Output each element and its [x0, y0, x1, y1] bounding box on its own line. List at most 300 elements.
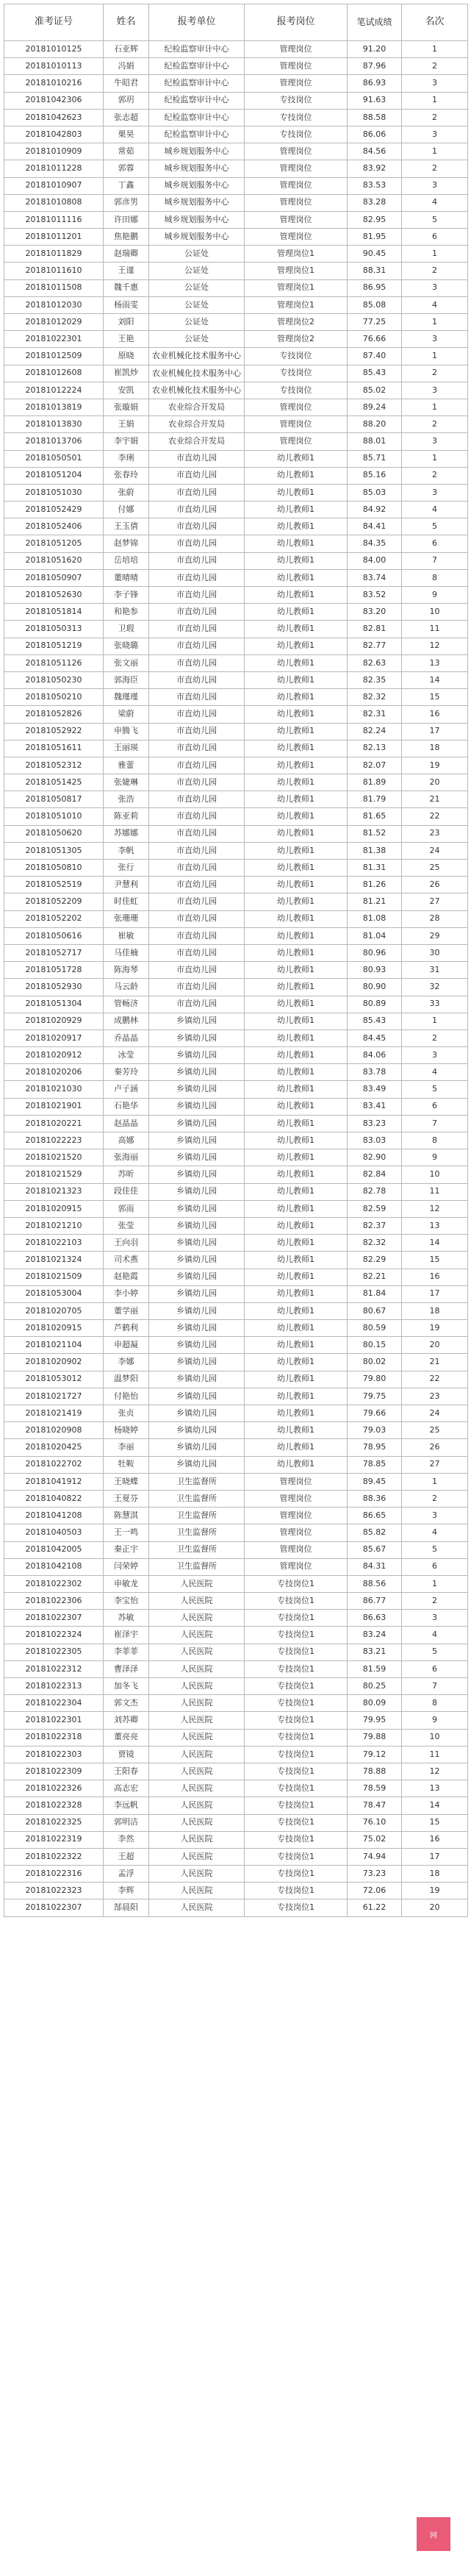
cell-rank: 8	[402, 1132, 468, 1149]
cell-score: 85.43	[348, 365, 402, 382]
cell-name: 王阳春	[104, 1763, 149, 1780]
cell-unit: 人民医院	[149, 1660, 245, 1677]
cell-rank: 5	[402, 1081, 468, 1098]
cell-unit: 人民医院	[149, 1883, 245, 1899]
header-row	[4, 4, 468, 41]
cell-unit: 市直幼儿园	[149, 860, 245, 877]
cell-name: 杨晓婷	[104, 1422, 149, 1439]
table-row	[4, 1183, 468, 1200]
table-row	[4, 92, 468, 109]
cell-name: 卢子涵	[104, 1081, 149, 1098]
cell-unit: 市直幼儿园	[149, 962, 245, 979]
cell-score: 75.02	[348, 1831, 402, 1848]
cell-name: 董学丽	[104, 1302, 149, 1319]
cell-rank: 20	[402, 1899, 468, 1916]
cell-unit: 乡镇幼儿园	[149, 1354, 245, 1371]
cell-unit: 城乡规划服务中心	[149, 160, 245, 177]
cell-name: 时佳虹	[104, 893, 149, 910]
cell-id: 20181051204	[4, 467, 104, 484]
cell-name: 段佳佳	[104, 1183, 149, 1200]
cell-name: 赵艳霞	[104, 1269, 149, 1285]
cell-score: 83.49	[348, 1081, 402, 1098]
cell-unit: 乡镇幼儿园	[149, 1115, 245, 1132]
cell-score: 78.47	[348, 1797, 402, 1814]
cell-rank: 1	[402, 314, 468, 331]
cell-score: 79.12	[348, 1746, 402, 1763]
cell-score: 84.41	[348, 518, 402, 535]
cell-rank: 3	[402, 279, 468, 296]
cell-rank: 3	[402, 1047, 468, 1064]
table-row	[4, 1030, 468, 1046]
cell-id: 20181040822	[4, 1490, 104, 1507]
cell-unit: 卫生监督所	[149, 1524, 245, 1541]
cell-name: 张贞	[104, 1405, 149, 1422]
cell-unit: 市直幼儿园	[149, 979, 245, 996]
cell-post: 幼儿教师1	[245, 1371, 348, 1388]
cell-score: 84.31	[348, 1558, 402, 1575]
cell-id: 20181050501	[4, 450, 104, 467]
cell-name: 张春玲	[104, 467, 149, 484]
cell-score: 85.16	[348, 467, 402, 484]
cell-name: 马云龄	[104, 979, 149, 996]
cell-id: 20181042306	[4, 92, 104, 109]
table-row	[4, 314, 468, 331]
table-row	[4, 1320, 468, 1337]
cell-score: 81.52	[348, 825, 402, 842]
table-row	[4, 1729, 468, 1746]
cell-id: 20181020912	[4, 1047, 104, 1064]
table-row	[4, 1610, 468, 1627]
cell-score: 87.96	[348, 58, 402, 75]
cell-score: 61.22	[348, 1899, 402, 1916]
cell-score: 88.36	[348, 1490, 402, 1507]
cell-unit: 人民医院	[149, 1575, 245, 1592]
table-row	[4, 229, 468, 246]
cell-name: 李然	[104, 1831, 149, 1848]
table-row	[4, 1337, 468, 1354]
cell-unit: 乡镇幼儿园	[149, 1269, 245, 1285]
cell-score: 84.56	[348, 143, 402, 160]
cell-name: 付娜	[104, 502, 149, 518]
cell-score: 88.20	[348, 416, 402, 433]
cell-unit: 卫生监督所	[149, 1473, 245, 1490]
cell-rank: 12	[402, 1763, 468, 1780]
cell-name: 加冬飞	[104, 1678, 149, 1695]
cell-post: 专技岗位1	[245, 1627, 348, 1644]
cell-unit: 人民医院	[149, 1814, 245, 1831]
cell-id: 20181022312	[4, 1660, 104, 1677]
table-row	[4, 1644, 468, 1660]
cell-id: 20181022301	[4, 1712, 104, 1729]
cell-post: 管理岗位	[245, 433, 348, 450]
cell-id: 20181050810	[4, 860, 104, 877]
cell-unit: 乡镇幼儿园	[149, 1183, 245, 1200]
cell-score: 80.15	[348, 1337, 402, 1354]
table-row	[4, 263, 468, 279]
cell-id: 20181053004	[4, 1285, 104, 1302]
cell-name: 管畅济	[104, 996, 149, 1013]
cell-name: 芦鹤利	[104, 1320, 149, 1337]
cell-score: 82.59	[348, 1200, 402, 1217]
cell-rank: 2	[402, 1490, 468, 1507]
cell-post: 幼儿教师1	[245, 1047, 348, 1064]
cell-name: 郭蓉	[104, 160, 149, 177]
cell-score: 90.45	[348, 246, 402, 263]
table-row	[4, 774, 468, 791]
cell-unit: 市直幼儿园	[149, 518, 245, 535]
cell-id: 20181021030	[4, 1081, 104, 1098]
cell-id: 20181022324	[4, 1627, 104, 1644]
cell-rank: 6	[402, 1558, 468, 1575]
cell-unit: 市直幼儿园	[149, 740, 245, 757]
cell-id: 20181012509	[4, 348, 104, 365]
cell-unit: 人民医院	[149, 1610, 245, 1627]
cell-id: 20181020206	[4, 1064, 104, 1081]
cell-score: 80.96	[348, 944, 402, 961]
table-row	[4, 1524, 468, 1541]
cell-post: 专技岗位1	[245, 1814, 348, 1831]
cell-unit: 人民医院	[149, 1712, 245, 1729]
cell-name: 王向羽	[104, 1235, 149, 1252]
cell-rank: 6	[402, 229, 468, 246]
cell-unit: 乡镇幼儿园	[149, 1081, 245, 1098]
table-row	[4, 893, 468, 910]
cell-post: 幼儿教师1	[245, 638, 348, 654]
cell-id: 20181010216	[4, 75, 104, 92]
cell-name: 原晓	[104, 348, 149, 365]
cell-unit: 人民医院	[149, 1831, 245, 1848]
header-score: 笔试成绩	[348, 4, 402, 41]
cell-name: 秦芳玲	[104, 1064, 149, 1081]
cell-id: 20181021901	[4, 1098, 104, 1115]
cell-score: 87.40	[348, 348, 402, 365]
cell-unit: 市直幼儿园	[149, 450, 245, 467]
cell-score: 82.32	[348, 689, 402, 706]
table-row	[4, 1252, 468, 1269]
cell-unit: 人民医院	[149, 1780, 245, 1797]
cell-id: 20181020929	[4, 1013, 104, 1030]
cell-rank: 20	[402, 1337, 468, 1354]
cell-name: 王娟	[104, 416, 149, 433]
cell-name: 高志宏	[104, 1780, 149, 1797]
cell-post: 管理岗位	[245, 1490, 348, 1507]
cell-rank: 4	[402, 1524, 468, 1541]
cell-name: 闫荣婷	[104, 1558, 149, 1575]
cell-id: 20181050817	[4, 791, 104, 808]
cell-score: 86.93	[348, 75, 402, 92]
cell-post: 专技岗位1	[245, 1831, 348, 1848]
cell-name: 付艳怡	[104, 1388, 149, 1405]
cell-rank: 3	[402, 433, 468, 450]
table-row	[4, 296, 468, 313]
cell-score: 79.95	[348, 1712, 402, 1729]
cell-unit: 市直幼儿园	[149, 842, 245, 859]
cell-score: 88.01	[348, 433, 402, 450]
cell-name: 丁鑫	[104, 177, 149, 194]
cell-rank: 9	[402, 1712, 468, 1729]
cell-score: 88.56	[348, 1575, 402, 1592]
cell-name: 乔晶晶	[104, 1030, 149, 1046]
cell-id: 20181021727	[4, 1388, 104, 1405]
cell-unit: 纪检监察审计中心	[149, 75, 245, 92]
table-row	[4, 1866, 468, 1883]
cell-id: 20181021509	[4, 1269, 104, 1285]
cell-id: 20181012224	[4, 382, 104, 399]
cell-name: 董晴晴	[104, 569, 149, 586]
cell-unit: 人民医院	[149, 1763, 245, 1780]
cell-post: 幼儿教师1	[245, 671, 348, 688]
cell-unit: 市直幼儿园	[149, 910, 245, 927]
cell-rank: 2	[402, 365, 468, 382]
cell-name: 魏千惠	[104, 279, 149, 296]
table-row	[4, 1814, 468, 1831]
cell-post: 管理岗位	[245, 160, 348, 177]
cell-name: 冯娟	[104, 58, 149, 75]
cell-score: 82.95	[348, 211, 402, 228]
cell-unit: 卫生监督所	[149, 1490, 245, 1507]
cell-post: 专技岗位1	[245, 1610, 348, 1627]
cell-name: 张海丽	[104, 1149, 149, 1166]
cell-rank: 2	[402, 467, 468, 484]
cell-rank: 33	[402, 996, 468, 1013]
cell-name: 王艳	[104, 331, 149, 348]
cell-rank: 22	[402, 1371, 468, 1388]
cell-post: 幼儿教师1	[245, 450, 348, 467]
cell-score: 82.78	[348, 1183, 402, 1200]
cell-id: 20181022326	[4, 1780, 104, 1797]
cell-rank: 2	[402, 416, 468, 433]
table-row	[4, 75, 468, 92]
cell-name: 郭彦男	[104, 194, 149, 211]
cell-id: 20181051814	[4, 604, 104, 621]
cell-rank: 16	[402, 706, 468, 723]
cell-rank: 18	[402, 1866, 468, 1883]
table-row	[4, 246, 468, 263]
table-row	[4, 1627, 468, 1644]
table-row	[4, 689, 468, 706]
cell-post: 幼儿教师1	[245, 1439, 348, 1456]
cell-id: 20181021520	[4, 1149, 104, 1166]
header-name: 姓名	[104, 4, 149, 41]
cell-score: 81.79	[348, 791, 402, 808]
cell-unit: 市直幼儿园	[149, 825, 245, 842]
table-row	[4, 1235, 468, 1252]
table-row	[4, 1064, 468, 1081]
cell-name: 李辉	[104, 1883, 149, 1899]
cell-id: 20181021210	[4, 1217, 104, 1234]
cell-id: 20181010907	[4, 177, 104, 194]
cell-id: 20181020902	[4, 1354, 104, 1371]
cell-unit: 乡镇幼儿园	[149, 1371, 245, 1388]
cell-rank: 10	[402, 604, 468, 621]
cell-rank: 27	[402, 1456, 468, 1473]
cell-score: 85.08	[348, 296, 402, 313]
cell-name: 陈海琴	[104, 962, 149, 979]
table-row	[4, 944, 468, 961]
table-row	[4, 1899, 468, 1916]
cell-post: 专技岗位1	[245, 1866, 348, 1883]
cell-unit: 乡镇幼儿园	[149, 1302, 245, 1319]
cell-rank: 3	[402, 382, 468, 399]
cell-name: 王一鸣	[104, 1524, 149, 1541]
cell-unit: 人民医院	[149, 1899, 245, 1916]
cell-score: 73.23	[348, 1866, 402, 1883]
cell-score: 85.67	[348, 1541, 402, 1558]
cell-rank: 20	[402, 774, 468, 791]
cell-score: 82.31	[348, 706, 402, 723]
cell-id: 20181022313	[4, 1678, 104, 1695]
cell-post: 专技岗位1	[245, 1763, 348, 1780]
cell-name: 王夏芬	[104, 1490, 149, 1507]
cell-post: 管理岗位2	[245, 331, 348, 348]
cell-score: 83.24	[348, 1627, 402, 1644]
cell-id: 20181022309	[4, 1763, 104, 1780]
cell-rank: 8	[402, 1695, 468, 1712]
cell-name: 崔敏	[104, 927, 149, 944]
table-row	[4, 194, 468, 211]
cell-rank: 19	[402, 757, 468, 774]
table-row	[4, 1473, 468, 1490]
cell-id: 20181022323	[4, 1883, 104, 1899]
cell-id: 20181011508	[4, 279, 104, 296]
cell-name: 李菲菲	[104, 1644, 149, 1660]
cell-post: 管理岗位1	[245, 279, 348, 296]
table-row	[4, 979, 468, 996]
cell-post: 幼儿教师1	[245, 1200, 348, 1217]
cell-id: 20181021104	[4, 1337, 104, 1354]
cell-post: 幼儿教师1	[245, 587, 348, 604]
cell-post: 管理岗位1	[245, 246, 348, 263]
cell-unit: 公证处	[149, 314, 245, 331]
cell-name: 常茹	[104, 143, 149, 160]
cell-post: 幼儿教师1	[245, 842, 348, 859]
cell-id: 20181052202	[4, 910, 104, 927]
cell-post: 管理岗位	[245, 177, 348, 194]
cell-rank: 4	[402, 296, 468, 313]
cell-rank: 2	[402, 1593, 468, 1610]
cell-unit: 乡镇幼儿园	[149, 1388, 245, 1405]
cell-post: 管理岗位1	[245, 263, 348, 279]
cell-rank: 12	[402, 638, 468, 654]
table-row	[4, 740, 468, 757]
table-row	[4, 1848, 468, 1865]
cell-name: 魏瑾瑾	[104, 689, 149, 706]
cell-score: 81.89	[348, 774, 402, 791]
cell-id: 20181050907	[4, 569, 104, 586]
cell-post: 幼儿教师1	[245, 1183, 348, 1200]
cell-score: 80.25	[348, 1678, 402, 1695]
cell-post: 幼儿教师1	[245, 893, 348, 910]
cell-score: 78.95	[348, 1439, 402, 1456]
cell-name: 张珊珊	[104, 910, 149, 927]
cell-score: 84.92	[348, 502, 402, 518]
cell-id: 20181011610	[4, 263, 104, 279]
cell-score: 81.84	[348, 1285, 402, 1302]
cell-rank: 1	[402, 450, 468, 467]
cell-name: 司术燕	[104, 1252, 149, 1269]
cell-name: 李子锋	[104, 587, 149, 604]
cell-post: 幼儿教师1	[245, 535, 348, 552]
cell-score: 80.59	[348, 1320, 402, 1337]
cell-post: 专技岗位1	[245, 1899, 348, 1916]
cell-id: 20181051611	[4, 740, 104, 757]
table-row	[4, 706, 468, 723]
cell-rank: 28	[402, 910, 468, 927]
table-row	[4, 1166, 468, 1183]
cell-score: 85.02	[348, 382, 402, 399]
cell-id: 20181021529	[4, 1166, 104, 1183]
cell-rank: 16	[402, 1831, 468, 1848]
cell-name: 栗昊	[104, 126, 149, 143]
cell-post: 幼儿教师1	[245, 1132, 348, 1149]
cell-score: 80.02	[348, 1354, 402, 1371]
cell-score: 88.58	[348, 109, 402, 126]
table-row	[4, 1285, 468, 1302]
cell-post: 专技岗位	[245, 348, 348, 365]
cell-id: 20181041208	[4, 1508, 104, 1524]
cell-id: 20181022103	[4, 1235, 104, 1252]
cell-name: 郭文杰	[104, 1695, 149, 1712]
cell-post: 管理岗位	[245, 416, 348, 433]
cell-rank: 18	[402, 1302, 468, 1319]
cell-unit: 市直幼儿园	[149, 621, 245, 638]
cell-name: 安凯	[104, 382, 149, 399]
cell-id: 20181042623	[4, 109, 104, 126]
cell-post: 管理岗位	[245, 58, 348, 75]
cell-score: 81.59	[348, 1660, 402, 1677]
cell-score: 82.29	[348, 1252, 402, 1269]
table-row	[4, 399, 468, 415]
cell-score: 86.65	[348, 1508, 402, 1524]
cell-post: 幼儿教师1	[245, 1166, 348, 1183]
table-row	[4, 41, 468, 58]
cell-id: 20181051205	[4, 535, 104, 552]
cell-id: 20181051219	[4, 638, 104, 654]
table-row	[4, 535, 468, 552]
cell-rank: 17	[402, 723, 468, 740]
cell-post: 专技岗位1	[245, 1660, 348, 1677]
cell-name: 牡鞍	[104, 1456, 149, 1473]
cell-unit: 市直幼儿园	[149, 484, 245, 501]
cell-unit: 卫生监督所	[149, 1508, 245, 1524]
cell-unit: 乡镇幼儿园	[149, 1200, 245, 1217]
table-row	[4, 1354, 468, 1371]
cell-score: 78.59	[348, 1780, 402, 1797]
header-rank: 名次	[402, 4, 468, 41]
cell-rank: 6	[402, 1660, 468, 1677]
cell-rank: 1	[402, 143, 468, 160]
cell-post: 幼儿教师1	[245, 944, 348, 961]
cell-id: 20181013819	[4, 399, 104, 415]
cell-id: 20181022301	[4, 331, 104, 348]
cell-score: 76.66	[348, 331, 402, 348]
watermark-logo: 网	[417, 2517, 450, 2551]
cell-id: 20181022304	[4, 1695, 104, 1712]
cell-post: 幼儿教师1	[245, 996, 348, 1013]
cell-rank: 25	[402, 1422, 468, 1439]
cell-name: 陈慧淇	[104, 1508, 149, 1524]
cell-id: 20181022316	[4, 1866, 104, 1883]
table-row	[4, 1405, 468, 1422]
cell-unit: 城乡规划服务中心	[149, 177, 245, 194]
cell-rank: 5	[402, 1541, 468, 1558]
header-id: 准考证号	[4, 4, 104, 41]
cell-rank: 3	[402, 1610, 468, 1627]
cell-id: 20181040503	[4, 1524, 104, 1541]
cell-rank: 11	[402, 1746, 468, 1763]
table-row	[4, 1780, 468, 1797]
cell-id: 20181011201	[4, 229, 104, 246]
